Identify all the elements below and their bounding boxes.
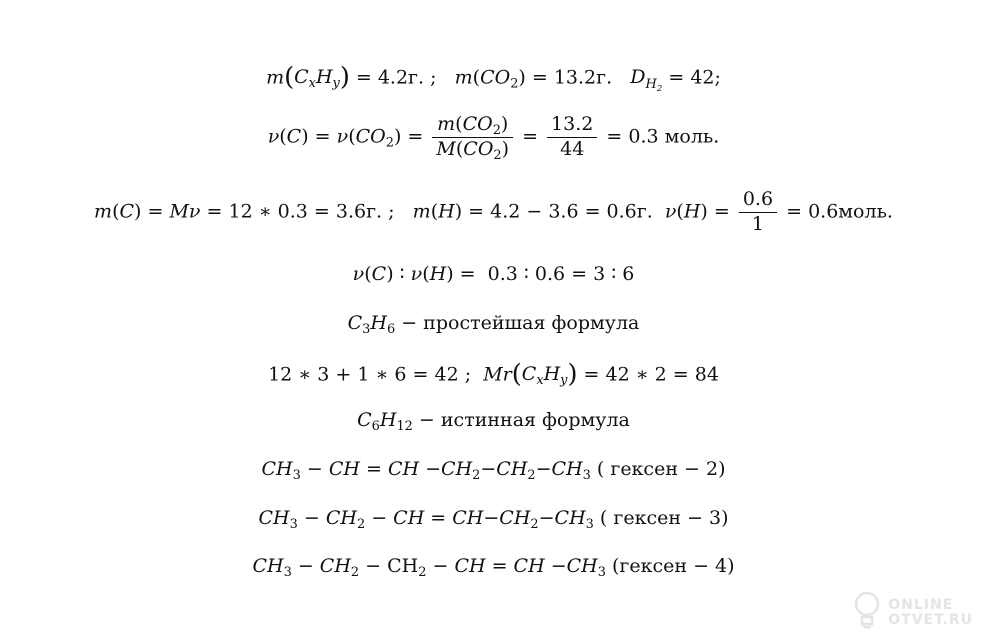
isomer-line: $CH_3 - CH_2$ − CH = $CH-CH_2-CH_3$ ( гексен − 3) — [258, 507, 729, 533]
fraction-numerator: 0.6 — [739, 188, 777, 213]
hydrogen-moles: 0.6 — [808, 200, 839, 223]
hydrogen-density: 42 — [690, 66, 715, 89]
isomer-name: (гексен − 4) — [612, 555, 735, 577]
fraction-denominator: 44 — [560, 137, 585, 160]
true-formula-label: − истинная формула — [412, 409, 630, 431]
unit-mol: моль. — [838, 200, 893, 223]
unit-g: г. — [366, 200, 383, 223]
hydrocarbon-mass: 4.2 — [377, 66, 409, 89]
unit-g: г. — [408, 66, 425, 89]
simplest-formula-line: $C_3H_6$ − простейшая формула — [347, 312, 640, 338]
fraction-numerator: 13.2 — [547, 113, 597, 138]
moles-result: 0.3 — [628, 125, 659, 148]
watermark-line-2: OTVET.RU — [888, 611, 973, 628]
simplest-mass-expr: 12 ∗ 3 + 1 ∗ 6 = 42 ; — [268, 363, 472, 386]
carbon-mass-expr: 12 ∗ 0.3 = 3.6 — [228, 200, 367, 223]
watermark-text — [888, 598, 973, 627]
co2-mass: 13.2 — [553, 66, 597, 89]
hydrogen-mass-expr: 4.2 − 3.6 = 0.6 — [490, 200, 637, 223]
isomer-line: $CH_3$ − CH = CH $-CH_2-CH_2-CH_3$ ( гексен − 2) — [261, 458, 726, 484]
ratio-line: ν(C) ∶ ν(H) = 0.3 ∶ 0.6 = 3 ∶ 6 — [352, 263, 635, 285]
fraction-hydrogen — [739, 188, 777, 237]
watermark-line-1: ONLINE — [888, 596, 954, 613]
mass-carbon-hydrogen-line: m(C) = Mν = 12 ∗ 0.3 = 3.6г. ; m(H) = 4.2 − 3.6 = 0.6г. ν(H) = $\frac{0.6}{1}$ = 0.6моль. — [94, 188, 893, 235]
ratio-values: 0.3 ∶ 0.6 = 3 ∶ 6 — [487, 263, 635, 285]
lightbulb-icon — [852, 590, 882, 635]
simplest-formula-label: − простейшая формула — [395, 312, 640, 334]
molar-mass-result: = 42 ∗ 2 = 84 — [583, 363, 719, 386]
isomer-line: $CH_3 - CH_2 - CH_2$ − CH = CH $-CH_3$ (гексен − 4) — [252, 555, 735, 581]
true-formula-line: $C_6H_{12}$ − истинная формула — [357, 409, 630, 435]
fraction-denominator: 1 — [751, 212, 764, 235]
unit-g: г. — [636, 200, 653, 223]
watermark-logo — [852, 590, 973, 635]
molar-mass-line: 12 ∗ 3 + 1 ∗ 6 = 42 ; $Mr(C_xH_y) = 42$ ∗ 2 = 84 — [268, 359, 719, 389]
isomer-name: ( гексен − 3) — [599, 507, 729, 529]
unit-g: г. — [596, 66, 613, 89]
given-data-line: $m(C_xH_y) = 4.2г$. ; $m(CO_2) = 13.2г$. $D_{H_2} = 42$; — [266, 62, 721, 94]
fraction-numeric — [547, 113, 597, 162]
moles-carbon-line: $\nu(C) = \nu(CO_2)$ = $\frac{m(CO_2)}{M(CO_2)}$ = $\frac{13.2}{44}$ = 0.3 моль. — [267, 113, 720, 163]
isomer-name: ( гексен − 2) — [596, 458, 726, 480]
unit-mol: моль. — [664, 125, 720, 148]
fraction-mass-over-molar: $\frac{m(CO_2)}{M(CO_2)}$ — [432, 113, 513, 162]
